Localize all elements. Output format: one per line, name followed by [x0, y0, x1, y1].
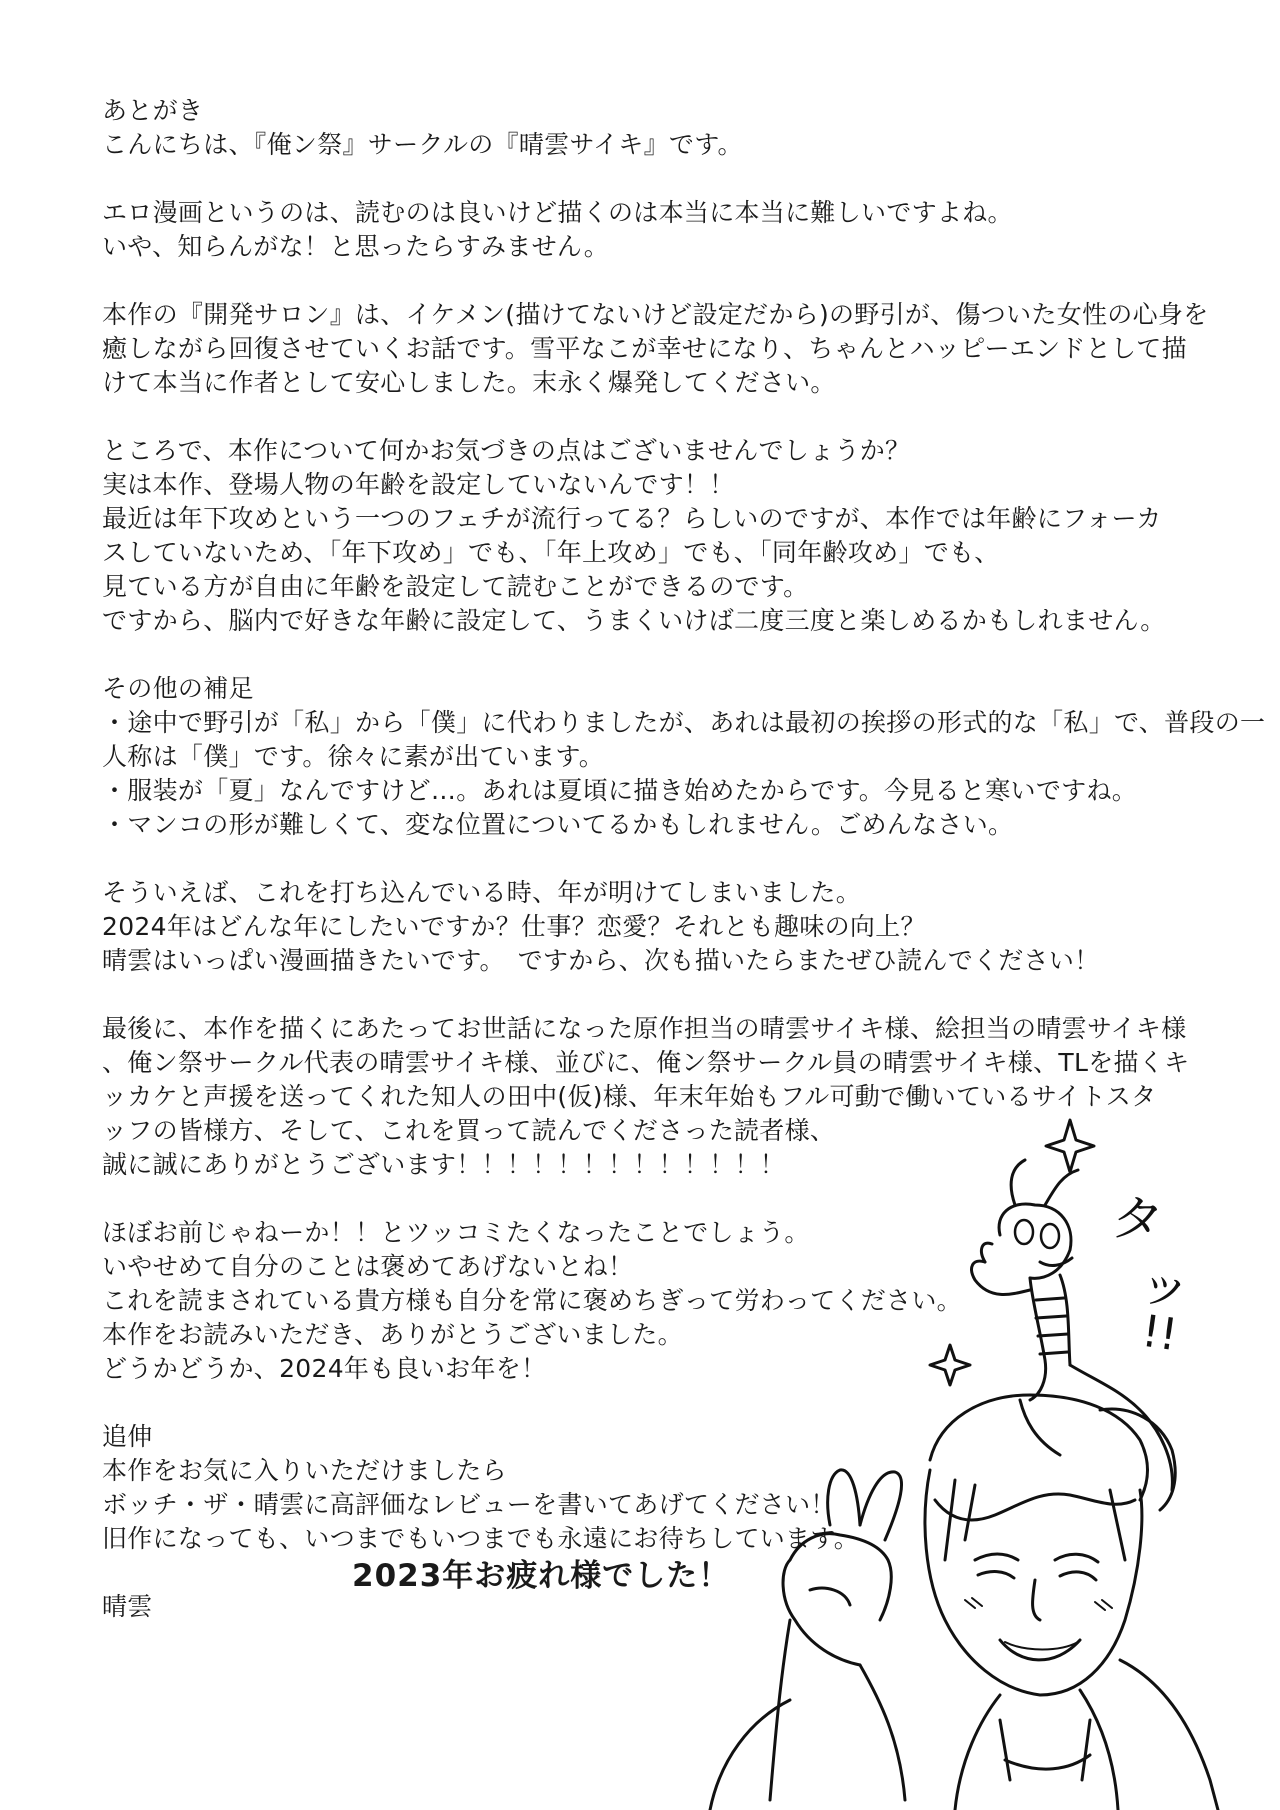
text-line: 見ている方が自由に年齢を設定して読むことができるのです。: [102, 572, 809, 601]
text-line: 誠に誠にありがとうございます！！！！！！！！！！！！！: [102, 1150, 786, 1179]
text-line: 癒しながら回復させていくお話です。雪平なこが幸せになり、ちゃんとハッピーエンドとして描: [102, 334, 1187, 363]
text-line: ・マンコの形が難しくて、変な位置についてるかもしれません。ごめんなさい。: [102, 810, 1014, 839]
sfx-tsu: ッ: [1133, 1252, 1197, 1322]
text-line: どうかどうか、2024年も良いお年を！: [102, 1354, 547, 1383]
text-line: 旧作になっても、いつまでもいつまでも永遠にお待ちしています。: [102, 1524, 860, 1553]
afterword-paragraph: [102, 672, 1266, 842]
text-line: ボッチ・ザ・晴雲に高評価なレビューを書いてあげてください！: [102, 1490, 836, 1519]
text-line: こんにちは、『俺ン祭』サークルの『晴雲サイキ』です。: [102, 130, 743, 159]
closing-message: 2023年お疲れ様でした！: [352, 1558, 731, 1594]
text-line: ・服装が「夏」なんですけど…。あれは夏頃に描き始めたからです。今見ると寒いですね。: [102, 776, 1138, 805]
text-line: 、俺ン祭サークル代表の晴雲サイキ様、並びに、俺ン祭サークル員の晴雲サイキ様、TLを描くキ: [102, 1048, 1190, 1077]
text-line: その他の補足: [102, 674, 254, 703]
text-line: いやせめて自分のことは褒めてあげないとね！: [102, 1252, 634, 1281]
afterword-paragraph: [102, 196, 1182, 264]
text-line: 追伸: [102, 1422, 153, 1451]
text-line: いや、知らんがな！と思ったらすみません。: [102, 232, 610, 261]
text-line: 晴雲はいっぱい漫画描きたいです。 ですから、次も描いたらまたぜひ読んでください！: [102, 946, 1100, 975]
text-line: ところで、本作について何かお気づきの点はございませんでしょうか？: [102, 436, 911, 465]
text-line: 人称は「僕」です。徐々に素が出ています。: [102, 742, 605, 771]
afterword-paragraph: [102, 1216, 1182, 1386]
text-line: 本作の『開発サロン』は、イケメン(描けてないけど設定だから)の野引が、傷ついた女性の心身を: [102, 300, 1209, 329]
text-line: これを読まされている貴方様も自分を常に褒めちぎって労わってください。: [102, 1286, 962, 1315]
afterword-paragraph: [102, 1590, 1182, 1624]
text-line: ですから、脳内で好きな年齢に設定して、うまくいけば二度三度と楽しめるかもしれません。: [102, 606, 1166, 635]
text-line: 2024年はどんな年にしたいですか？仕事？恋愛？それとも趣味の向上？: [102, 912, 926, 941]
afterword-paragraph: [102, 1420, 1182, 1556]
text-line: エロ漫画というのは、読むのは良いけど描くのは本当に本当に難しいですよね。: [102, 198, 1013, 227]
text-line: ッフの皆様方、そして、これを買って読んでくださった読者様、: [102, 1116, 836, 1145]
text-line: けて本当に作者として安心しました。末永く爆発してください。: [102, 368, 836, 397]
afterword-paragraph: [102, 1012, 1190, 1182]
sfx-ta: タ: [1107, 1187, 1168, 1255]
text-line: 最近は年下攻めという一つのフェチが流行ってる？らしいのですが、本作では年齢にフォーカ: [102, 504, 1162, 533]
sfx-bangs: !!: [1138, 1305, 1181, 1362]
text-line: あとがき: [102, 96, 204, 125]
text-line: 最後に、本作を描くにあたってお世話になった原作担当の晴雲サイキ様、絵担当の晴雲サイキ様: [102, 1014, 1187, 1043]
afterword-paragraph: [102, 434, 1182, 638]
text-line: スしていないため、「年下攻め」でも、「年上攻め」でも、「同年齢攻め」でも、: [102, 538, 1000, 567]
text-line: 実は本作、登場人物の年齢を設定していないんです！！: [102, 470, 735, 499]
text-line: 本作をお読みいただき、ありがとうございました。: [102, 1320, 683, 1349]
text-line: 本作をお気に入りいただけましたら: [102, 1456, 507, 1485]
afterword-paragraph: [102, 298, 1209, 400]
text-line: ッカケと声援を送ってくれた知人の田中(仮)様、年末年始もフル可動で働いているサイトスタ: [102, 1082, 1157, 1111]
text-line: ほぼお前じゃねーか！！とツッコミたくなったことでしょう。: [102, 1218, 810, 1247]
text-line: ・途中で野引が「私」から「僕」に代わりましたが、あれは最初の挨拶の形式的な「私」で、普段の一: [102, 708, 1266, 737]
afterword-text: [102, 94, 1266, 1658]
hoodie-sketch: [710, 1660, 1218, 1810]
text-line: そういえば、これを打ち込んでいる時、年が明けてしまいました。: [102, 878, 862, 907]
afterword-paragraph: [102, 876, 1182, 978]
text-line: 晴雲: [102, 1592, 153, 1621]
afterword-paragraph: [102, 94, 1182, 162]
